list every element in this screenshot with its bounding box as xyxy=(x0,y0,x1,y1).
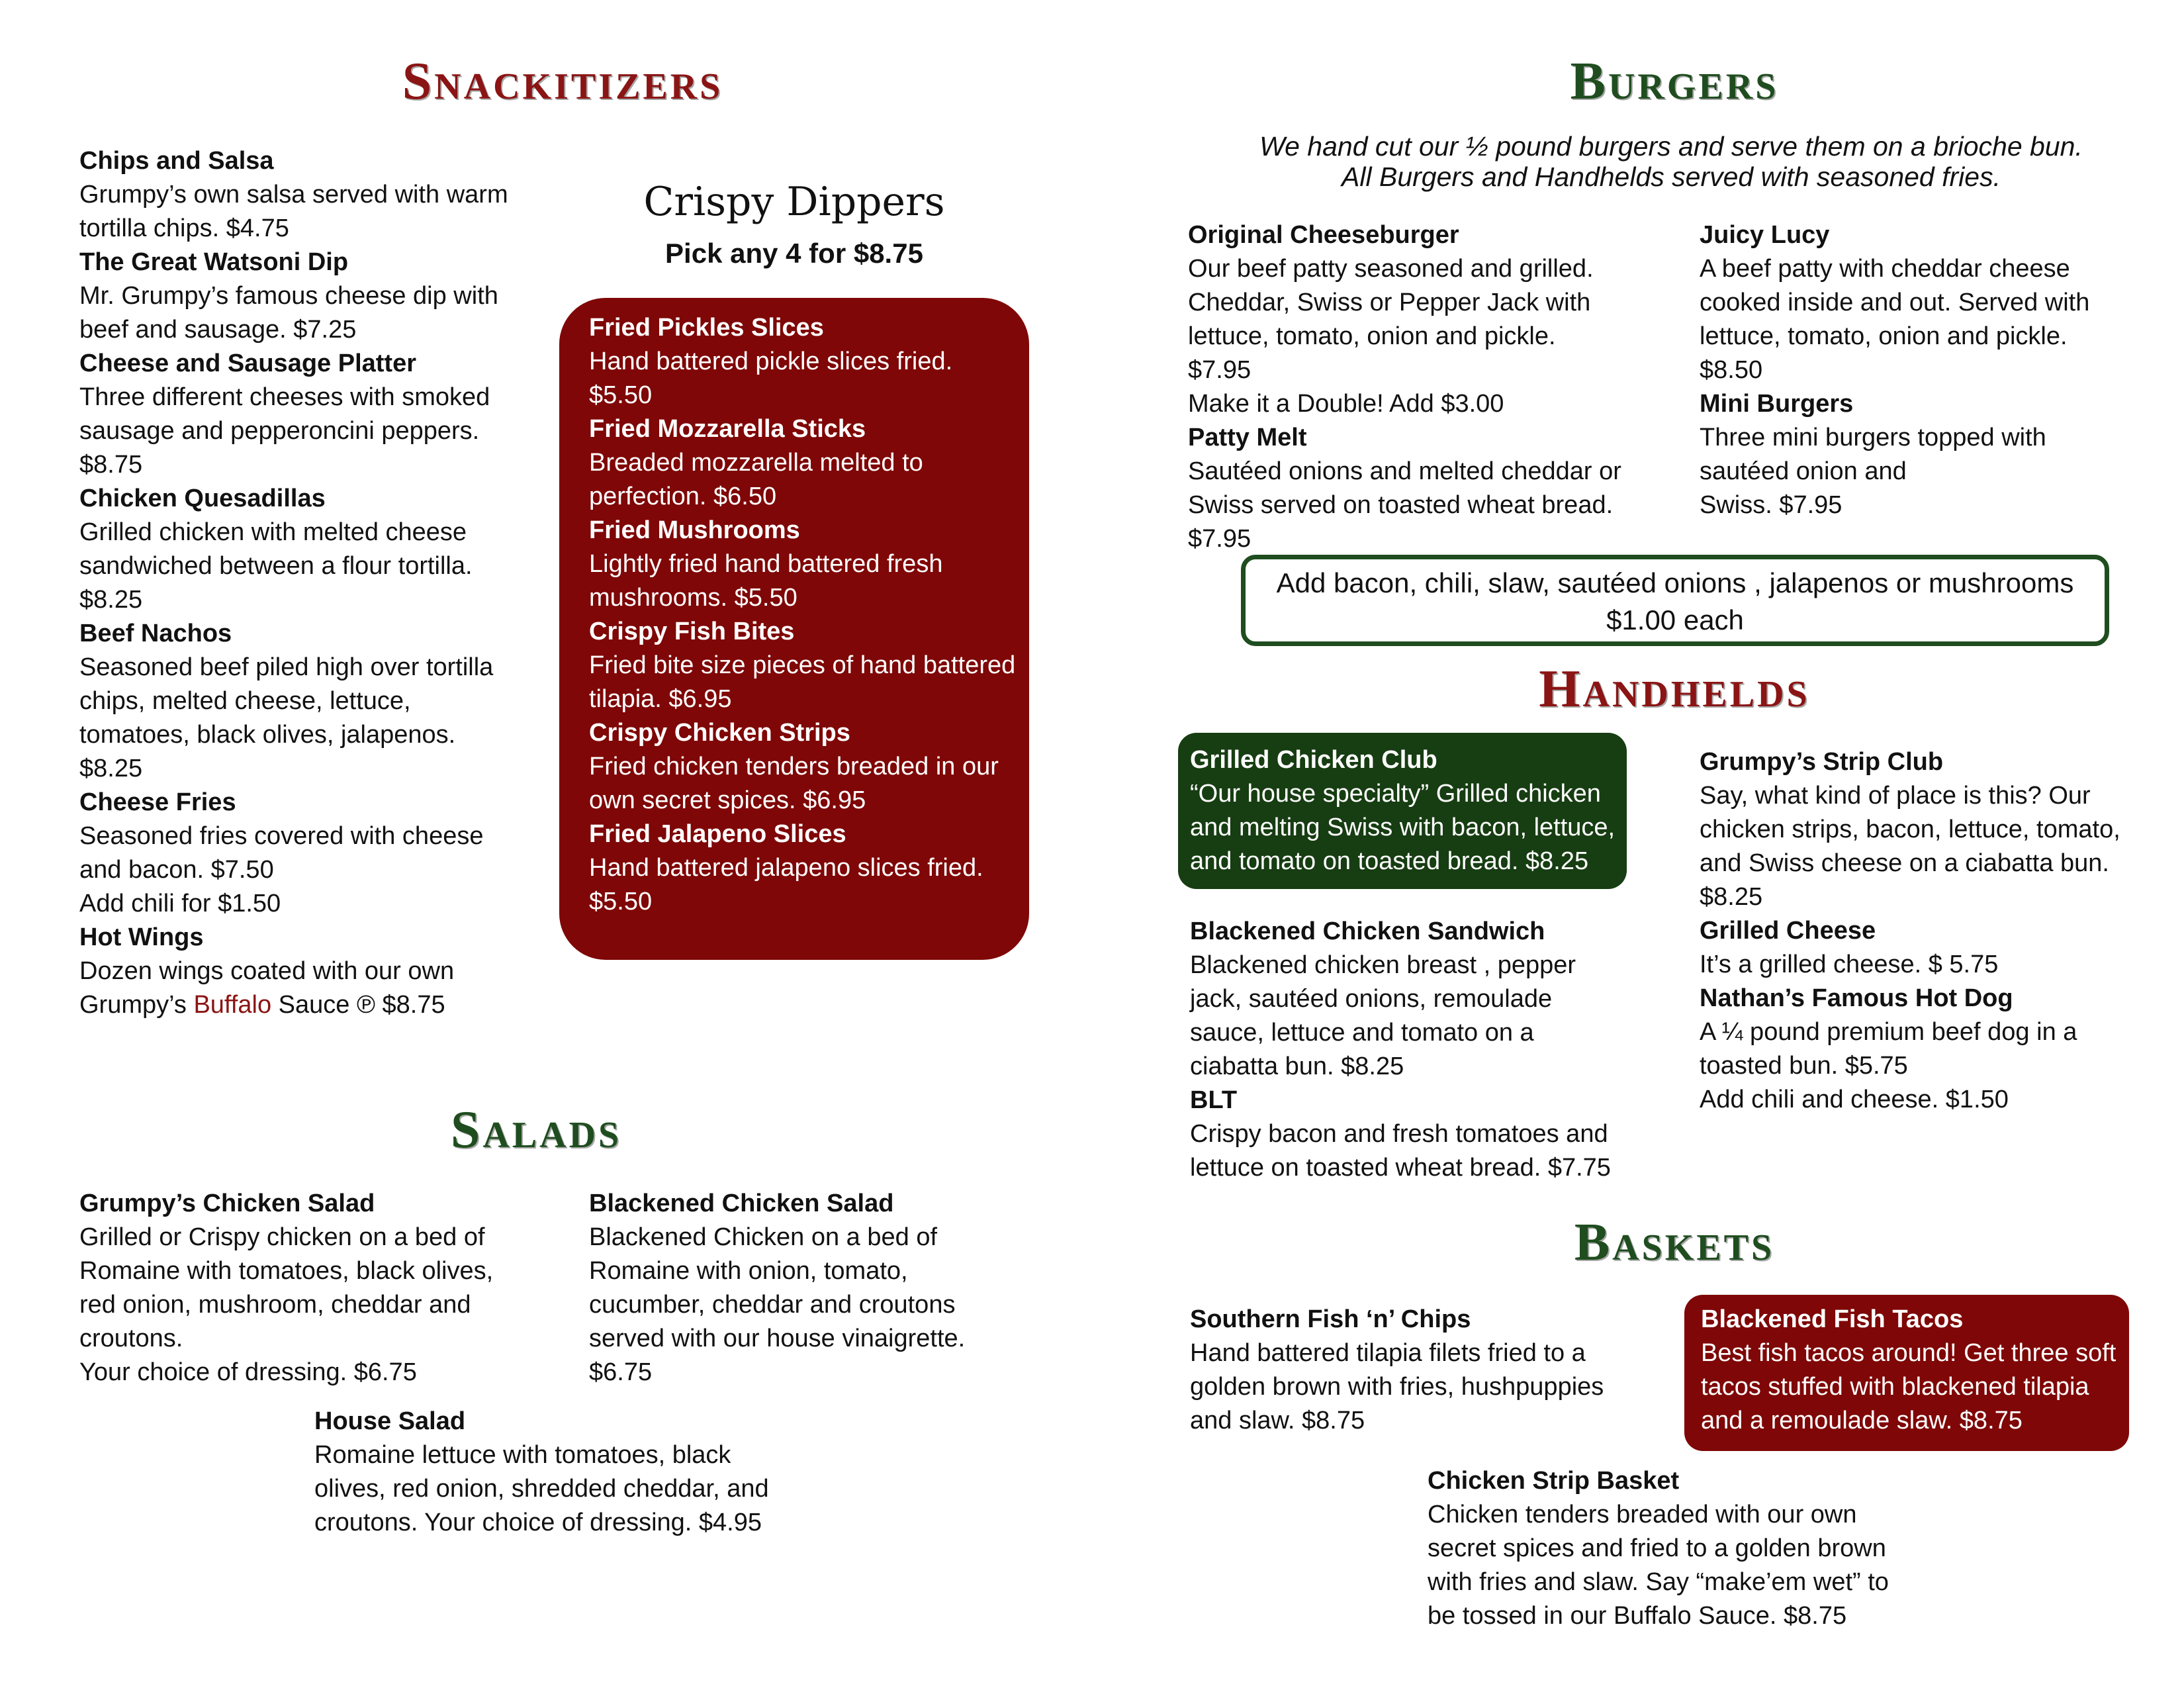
menu-item-cheese-sausage-platter xyxy=(79,347,543,482)
item-desc: Hand battered tilapia filets fried to a golden brown with fries, hushpuppies and slaw. $8.75 xyxy=(1190,1339,1604,1434)
snackitizers-heading: Snackitizers xyxy=(402,52,723,111)
item-desc: Breaded mozzarella melted to perfection. $6.50 xyxy=(589,449,923,510)
buffalo-text: Buffalo xyxy=(193,991,272,1019)
item-desc: Blackened Chicken on a bed of Romaine with onion, tomato, cucumber, cheddar and croutons served with our house vinaigrette. $6.75 xyxy=(589,1223,966,1386)
menu-item-fried-mushrooms xyxy=(589,514,1026,615)
burgers-tagline-1: We hand cut our ½ pound burgers and serve them on a brioche bun. xyxy=(1259,131,2083,162)
baskets-heading: Baskets xyxy=(1574,1213,1775,1272)
item-name: Grilled Cheese xyxy=(1700,917,1876,945)
item-name: Crispy Chicken Strips xyxy=(589,719,850,747)
item-name: Fried Jalapeno Slices xyxy=(589,820,846,848)
item-desc: Seasoned fries covered with cheese and bacon. $7.50 Add chili for $1.50 xyxy=(79,822,484,917)
menu-item-grumpys-strip-club xyxy=(1700,745,2176,914)
item-desc: Grumpy’s own salsa served with warm tortilla chips. $4.75 xyxy=(79,181,508,242)
item-desc: Hand battered jalapeno slices fried. $5.50 xyxy=(589,854,983,915)
item-desc: Lightly fried hand battered fresh mushrooms. $5.50 xyxy=(589,550,943,612)
item-name: Nathan’s Famous Hot Dog xyxy=(1700,984,2013,1012)
item-desc-post: Sauce ℗ $8.75 xyxy=(271,991,445,1019)
item-desc: Romaine lettuce with tomatoes, black olives, red onion, shredded cheddar, and croutons. Your choice of dressing. $4.95 xyxy=(314,1441,769,1536)
item-name: BLT xyxy=(1190,1086,1238,1114)
item-name: Grumpy’s Strip Club xyxy=(1700,748,1944,776)
burgers-tagline-2: All Burgers and Handhelds served with seasoned fries. xyxy=(1342,162,2001,192)
item-name: Fried Mozzarella Sticks xyxy=(589,415,866,443)
item-desc: Sautéed onions and melted cheddar or Swiss served on toasted wheat bread. $7.95 xyxy=(1188,457,1621,553)
menu-item-chicken-strip-basket xyxy=(1428,1464,1931,1633)
menu-item-blackened-chicken-sandwich xyxy=(1190,915,1653,1084)
menu-item-grilled-chicken-club xyxy=(1190,743,1627,878)
addons-text: Add bacon, chili, slaw, sautéed onions , jalapenos or mushrooms xyxy=(1276,567,2074,598)
item-desc: A beef patty with cheddar cheese cooked inside and out. Served with lettuce, tomato, onion and pickle. $8.50 xyxy=(1700,255,2090,384)
item-name: Crispy Fish Bites xyxy=(589,618,795,645)
menu-item-southern-fish-chips xyxy=(1190,1303,1666,1438)
item-name: Grilled Chicken Club xyxy=(1190,746,1437,774)
menu-item-juicy-lucy xyxy=(1700,218,2163,387)
burger-addons-box xyxy=(1241,555,2109,646)
menu-item-house-salad xyxy=(314,1405,844,1540)
item-desc: Our beef patty seasoned and grilled. Cheddar, Swiss or Pepper Jack with lettuce, tomato, onion and pickle. $7.95 Make it a Double! Add $3.00 xyxy=(1188,255,1594,418)
item-desc: Grilled or Crispy chicken on a bed of Romaine with tomatoes, black olives, red onion, mushroom, cheddar and croutons. Your choice of dressing. $6.75 xyxy=(79,1223,494,1386)
item-desc-line2 xyxy=(79,988,543,1022)
item-name: Blackened Chicken Sandwich xyxy=(1190,917,1545,945)
menu-item-original-cheeseburger xyxy=(1188,218,1678,421)
item-name: The Great Watsoni Dip xyxy=(79,248,349,276)
menu-item-jalapeno-slices xyxy=(589,818,1026,919)
menu-item-chips-salsa xyxy=(79,144,543,246)
menu-item-chicken-strips xyxy=(589,716,1026,818)
menu-item-fried-pickles xyxy=(589,311,1026,412)
menu-item-blackened-fish-tacos xyxy=(1701,1303,2138,1438)
item-name: Cheese Fries xyxy=(79,788,236,816)
item-name: House Salad xyxy=(314,1407,466,1435)
menu-item-grumpys-chicken-salad xyxy=(79,1187,556,1389)
item-desc: Chicken tenders breaded with our own secret spices and fried to a golden brown with fries and slaw. Say “make’em wet” to be tossed in our Buffalo Sauce. $8.75 xyxy=(1428,1501,1889,1630)
item-desc: Hand battered pickle slices fried. $5.50 xyxy=(589,348,953,409)
item-desc: It’s a grilled cheese. $ 5.75 xyxy=(1700,951,1999,978)
item-name: Hot Wings xyxy=(79,923,204,951)
menu-item-patty-melt xyxy=(1188,421,1678,556)
menu-item-fish-bites xyxy=(589,615,1026,716)
menu-item-mozzarella-sticks xyxy=(589,412,1026,514)
item-name: Fried Mushrooms xyxy=(589,516,800,544)
item-desc: Best fish tacos around! Get three soft tacos stuffed with blackened tilapia and a remoulade slaw. $8.75 xyxy=(1701,1339,2116,1434)
item-name: Fried Pickles Slices xyxy=(589,314,824,342)
item-desc: A ¼ pound premium beef dog in a toasted bun. $5.75 Add chili and cheese. $1.50 xyxy=(1700,1018,2077,1113)
item-desc: Seasoned beef piled high over tortilla chips, melted cheese, lettuce, tomatoes, black olives, jalapenos. $8.25 xyxy=(79,653,494,782)
item-desc: Say, what kind of place is this? Our chicken strips, bacon, lettuce, tomato, and Swiss cheese on a ciabatta bun. $8.25 xyxy=(1700,782,2120,911)
item-desc: “Our house specialty” Grilled chicken and melting Swiss with bacon, lettuce, and tomato on toasted bread. $8.25 xyxy=(1190,780,1615,875)
handhelds-heading: Handhelds xyxy=(1539,660,1810,718)
crispy-dippers-subtitle: Pick any 4 for $8.75 xyxy=(665,238,923,269)
item-name: Blackened Fish Tacos xyxy=(1701,1305,1964,1333)
item-name: Mini Burgers xyxy=(1700,390,1854,418)
item-desc: Grilled chicken with melted cheese sandwiched between a flour tortilla. $8.25 xyxy=(79,518,473,614)
menu-item-grilled-cheese xyxy=(1700,914,2163,982)
menu-item-hot-wings xyxy=(79,921,543,1022)
item-desc-pre: Grumpy’s xyxy=(79,991,194,1019)
item-name: Blackened Chicken Salad xyxy=(589,1190,894,1217)
item-name: Chicken Strip Basket xyxy=(1428,1467,1680,1495)
menu-item-nathans-hot-dog xyxy=(1700,982,2163,1117)
menu-item-chicken-quesadillas xyxy=(79,482,543,617)
menu-item-mini-burgers xyxy=(1700,387,2163,522)
item-name: Cheese and Sausage Platter xyxy=(79,350,416,377)
item-name: Patty Melt xyxy=(1188,424,1307,451)
item-name: Chicken Quesadillas xyxy=(79,485,326,512)
item-name: Original Cheeseburger xyxy=(1188,221,1459,249)
item-name: Southern Fish ‘n’ Chips xyxy=(1190,1305,1471,1333)
salads-heading: Salads xyxy=(450,1101,622,1159)
menu-item-blackened-chicken-salad xyxy=(589,1187,1066,1389)
item-desc: Three mini burgers topped with sautéed onion and Swiss. $7.95 xyxy=(1700,424,2046,519)
crispy-dippers-title: Crispy Dippers xyxy=(643,179,945,225)
menu-item-beef-nachos xyxy=(79,617,543,786)
item-desc: Fried chicken tenders breaded in our own secret spices. $6.95 xyxy=(589,753,999,814)
item-desc: Dozen wings coated with our own xyxy=(79,957,455,985)
snackitizers-list xyxy=(79,144,543,1022)
grilled-chicken-club-box xyxy=(1178,733,1627,889)
item-name: Juicy Lucy xyxy=(1700,221,1830,249)
menu-item-watsoni-dip xyxy=(79,246,543,347)
item-desc: Blackened chicken breast , pepper jack, sautéed onions, remoulade sauce, lettuce and tomato on a ciabatta bun. $8.25 xyxy=(1190,951,1576,1080)
item-desc: Mr. Grumpy’s famous cheese dip with beef and sausage. $7.25 xyxy=(79,282,498,344)
item-name: Grumpy’s Chicken Salad xyxy=(79,1190,375,1217)
addons-price: $1.00 each xyxy=(1606,604,1744,635)
item-name: Chips and Salsa xyxy=(79,147,274,175)
crispy-dippers-box xyxy=(559,298,1029,960)
blackened-fish-tacos-box xyxy=(1684,1295,2129,1451)
burgers-heading: Burgers xyxy=(1570,52,1779,111)
item-name: Beef Nachos xyxy=(79,620,232,647)
menu-item-cheese-fries xyxy=(79,786,543,921)
item-desc: Fried bite size pieces of hand battered tilapia. $6.95 xyxy=(589,651,1016,713)
item-desc: Three different cheeses with smoked sausage and pepperoncini peppers. $8.75 xyxy=(79,383,490,479)
item-desc: Crispy bacon and fresh tomatoes and lettuce on toasted wheat bread. $7.75 xyxy=(1190,1120,1611,1182)
menu-item-blt xyxy=(1190,1084,1666,1185)
